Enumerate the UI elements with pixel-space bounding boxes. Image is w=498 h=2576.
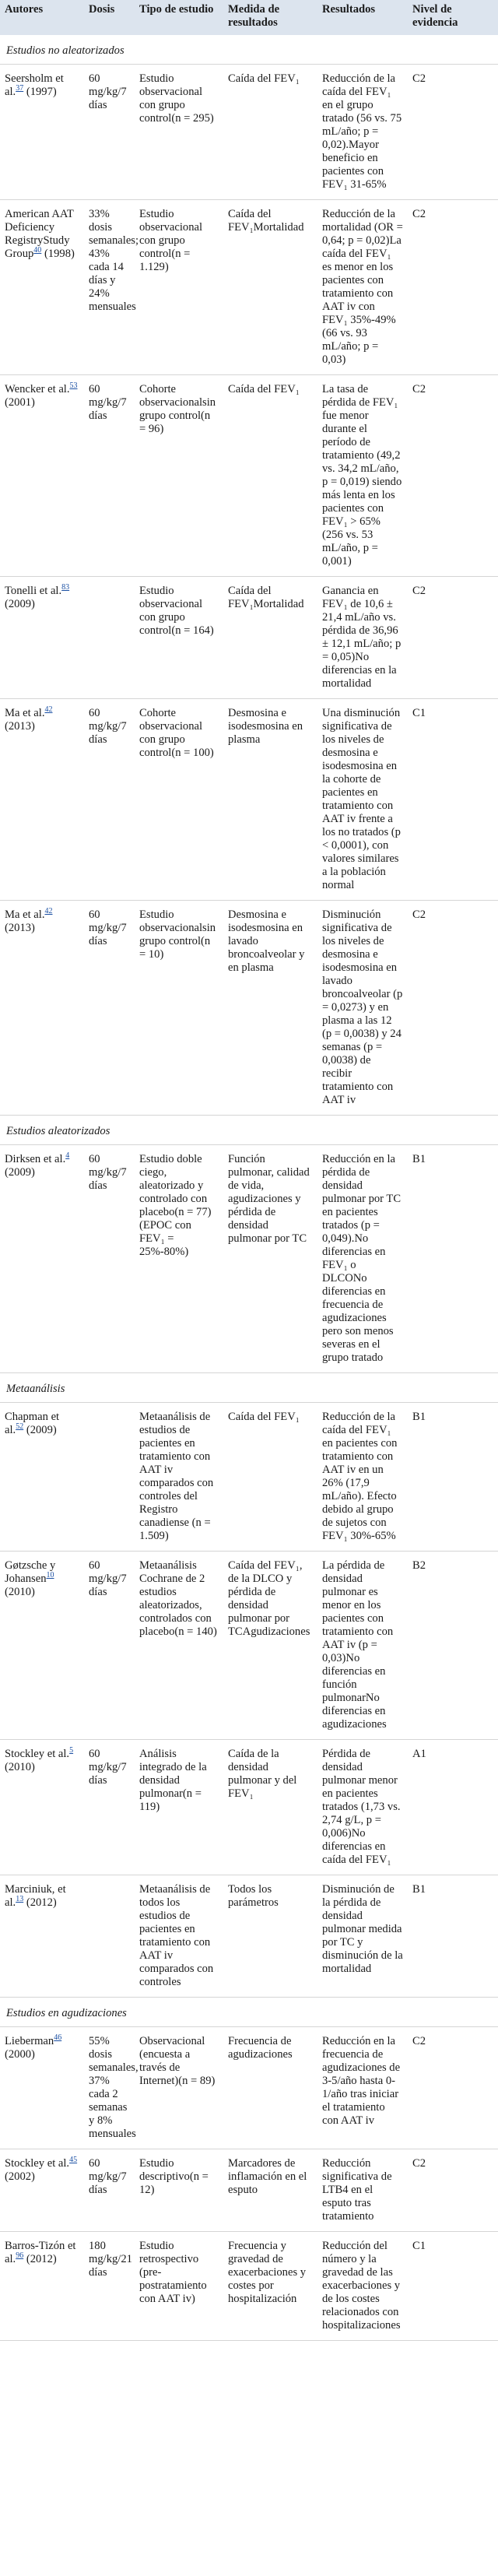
dose-cell: 60 mg/kg/7 días (84, 65, 135, 200)
header-results: Resultados (317, 0, 408, 35)
author-year: (2002) (5, 2170, 35, 2183)
author-cell (0, 2232, 84, 2341)
table-row (0, 1740, 498, 1875)
author-cell (0, 375, 84, 577)
reference-link[interactable]: 53 (69, 381, 78, 391)
evidence-cell: B2 (408, 1552, 498, 1740)
outcome-cell: Caída del FEV₁ (223, 65, 317, 200)
table-row (0, 1145, 498, 1373)
results-cell: Reducción de la mortalidad (OR = 0,64; p = 0,02)La caída del FEV₁ es menor en los pacientes con tratamiento con AAT iv con FEV₁ 35%-49% (66 vs. 93 mL/año; p = 0,03) (317, 200, 408, 375)
author-year: (1997) (23, 86, 57, 98)
results-cell: Reducción de la caída del FEV₁ en el grupo tratado (56 vs. 75 mL/año; p = 0,02).Mayor beneficio en pacientes con FEV₁ 31-65% (317, 65, 408, 200)
reference-link[interactable]: 52 (16, 1422, 24, 1432)
outcome-cell: Función pulmonar, calidad de vida, agudizaciones y pérdida de densidad pulmonar por TC (223, 1145, 317, 1373)
results-cell: Reducción del número y la gravedad de las exacerbaciones y de los costes relacionados con hospitalizaciones (317, 2232, 408, 2341)
dose-cell: 60 mg/kg/7 días (84, 1740, 135, 1875)
dose-cell (84, 577, 135, 699)
author-name: Lieberman (5, 2035, 54, 2047)
header-dose: Dosis (84, 0, 135, 35)
author-name: American AAT Deficiency RegistryStudy Group (5, 208, 74, 260)
author-cell (0, 901, 84, 1116)
dose-cell: 60 mg/kg/7 días (84, 901, 135, 1116)
results-cell: Disminución de la pérdida de densidad pulmonar medida por TC y disminución de la mortalidad (317, 1875, 408, 1998)
table-body (0, 35, 498, 2341)
author-year: (2010) (5, 1761, 35, 1773)
evidence-cell: C1 (408, 699, 498, 901)
table-row (0, 1875, 498, 1998)
outcome-cell: Caída del FEV₁Mortalidad (223, 577, 317, 699)
reference-link[interactable]: 42 (44, 705, 53, 715)
author-year: (2013) (5, 922, 35, 934)
outcome-cell: Caída del FEV₁, de la DLCO y pérdida de densidad pulmonar por TCAgudizaciones (223, 1552, 317, 1740)
reference-link[interactable]: 13 (16, 1895, 24, 1904)
author-name: Barros-Tizón et al. (5, 2240, 76, 2265)
outcome-cell: Marcadores de inflamación en el esputo (223, 2149, 317, 2232)
reference-link[interactable]: 40 (33, 246, 42, 255)
study-type-cell: Estudio observacionalsin grupo control(n = 10) (135, 901, 223, 1116)
table-row (0, 699, 498, 901)
outcome-cell: Caída del FEV₁ (223, 375, 317, 577)
header-authors: Autores (0, 0, 84, 35)
results-cell: Una disminución significativa de los niveles de desmosina e isodesmosina en la cohorte de pacientes en tratamiento con AAT iv frente a los no tratados (p < 0,0001), con valores similares a la población normal (317, 699, 408, 901)
evidence-cell: A1 (408, 1740, 498, 1875)
results-cell: Ganancia en FEV₁ de 10,6 ± 21,4 mL/año vs. pérdida de 36,96 ± 12,1 mL/año; p = 0,05)No diferencias en la mortalidad (317, 577, 408, 699)
author-cell (0, 65, 84, 200)
dose-cell: 60 mg/kg/7 días (84, 375, 135, 577)
author-name: Ma et al. (5, 908, 45, 921)
author-name: Chapman et al. (5, 1411, 60, 1436)
study-type-cell: Metaanálisis de estudios de pacientes en tratamiento con AAT iv comparados con controles del Registro canadiense (n = 1.509) (135, 1403, 223, 1552)
study-type-cell: Observacional (encuesta a través de Internet)(n = 89) (135, 2027, 223, 2149)
table-row (0, 2027, 498, 2149)
table-row (0, 2232, 498, 2341)
section-title: Metaanálisis (0, 1373, 498, 1403)
author-name: Wencker et al. (5, 383, 70, 395)
dose-cell: 60 mg/kg/7 días (84, 1145, 135, 1373)
author-year: (2000) (5, 2048, 35, 2061)
author-cell (0, 2027, 84, 2149)
section-title: Estudios aleatorizados (0, 1116, 498, 1145)
section-title: Estudios no aleatorizados (0, 35, 498, 65)
results-cell: Reducción en la frecuencia de agudizaciones de 3-5/año hasta 0-1/año tras iniciar el tratamiento con AAT iv (317, 2027, 408, 2149)
author-year: (2009) (5, 598, 35, 610)
author-year: (2009) (5, 1166, 35, 1179)
outcome-cell: Caída del FEV₁Mortalidad (223, 200, 317, 375)
author-cell (0, 1875, 84, 1998)
table-row (0, 1403, 498, 1552)
reference-link[interactable]: 10 (46, 1571, 54, 1580)
study-type-cell: Estudio descriptivo(n = 12) (135, 2149, 223, 2232)
outcome-cell: Desmosina e isodesmosina en lavado broncoalveolar y en plasma (223, 901, 317, 1116)
results-cell: Pérdida de densidad pulmonar menor en pacientes tratados (1,73 vs. 2,74 g/L, p = 0,006)No diferencias en caída del FEV₁ (317, 1740, 408, 1875)
author-year: (2010) (5, 1586, 35, 1598)
dose-cell: 33% dosis semanales; 43% cada 14 días y 24% mensuales (84, 200, 135, 375)
header-evidence: Nivel de evidencia (408, 0, 498, 35)
author-name: Stockley et al. (5, 1748, 70, 1760)
study-type-cell: Estudio observacional con grupo control(n = 295) (135, 65, 223, 200)
author-cell (0, 577, 84, 699)
reference-link[interactable]: 42 (44, 907, 53, 916)
evidence-cell: C2 (408, 375, 498, 577)
author-cell (0, 1740, 84, 1875)
author-name: Stockley et al. (5, 2157, 70, 2170)
table-header (0, 0, 498, 35)
study-type-cell: Cohorte observacional con grupo control(n = 100) (135, 699, 223, 901)
author-name: Tonelli et al. (5, 585, 62, 597)
results-cell: La pérdida de densidad pulmonar es menor en los pacientes con tratamiento con AAT iv (p = 0,03)No diferencias en función pulmonarNo diferencias en agudizaciones (317, 1552, 408, 1740)
evidence-cell: B1 (408, 1403, 498, 1552)
outcome-cell: Todos los parámetros (223, 1875, 317, 1998)
evidence-cell: C2 (408, 901, 498, 1116)
study-type-cell: Metaanálisis Cochrane de 2 estudios aleatorizados, controlados con placebo(n = 140) (135, 1552, 223, 1740)
table-row (0, 2149, 498, 2232)
study-type-cell: Estudio observacional con grupo control(n = 164) (135, 577, 223, 699)
study-type-cell: Metaanálisis de todos los estudios de pacientes en tratamiento con AAT iv comparados con controles (135, 1875, 223, 1998)
author-year: (2012) (23, 1896, 57, 1909)
dose-cell (84, 1875, 135, 1998)
outcome-cell: Caída de la densidad pulmonar y del FEV₁ (223, 1740, 317, 1875)
dose-cell (84, 1403, 135, 1552)
section-header (0, 1998, 498, 2027)
reference-link[interactable]: 37 (16, 84, 24, 93)
evidence-cell: B1 (408, 1875, 498, 1998)
dose-cell: 180 mg/kg/21 días (84, 2232, 135, 2341)
author-cell (0, 200, 84, 375)
evidence-cell: C2 (408, 200, 498, 375)
author-name: Ma et al. (5, 707, 45, 719)
author-cell (0, 1145, 84, 1373)
header-outcome: Medida de resultados (223, 0, 317, 35)
evidence-cell: C2 (408, 577, 498, 699)
table-row (0, 577, 498, 699)
table-row (0, 375, 498, 577)
author-name: Gøtzsche y Johansen (5, 1559, 56, 1585)
study-type-cell: Análisis integrado de la densidad pulmonar(n = 119) (135, 1740, 223, 1875)
study-type-cell: Cohorte observacionalsin grupo control(n = 96) (135, 375, 223, 577)
table-row (0, 200, 498, 375)
author-year: (1998) (41, 248, 75, 260)
outcome-cell: Caída del FEV₁ (223, 1403, 317, 1552)
table-row (0, 901, 498, 1116)
evidence-cell: C2 (408, 65, 498, 200)
section-title: Estudios en agudizaciones (0, 1998, 498, 2027)
evidence-cell: C1 (408, 2232, 498, 2341)
reference-link[interactable]: 4 (65, 1151, 70, 1161)
reference-link[interactable]: 96 (16, 2251, 24, 2261)
results-cell: Reducción de la caída del FEV₁ en pacientes con tratamiento con AAT iv en un 26% (17,9 mL/año). Efecto debido al grupo de sujetos con FEV₁ 30%-65% (317, 1403, 408, 1552)
table-row (0, 1552, 498, 1740)
reference-link[interactable]: 5 (69, 1746, 74, 1755)
evidence-cell: B1 (408, 1145, 498, 1373)
author-cell (0, 699, 84, 901)
dose-cell: 60 mg/kg/7 días (84, 2149, 135, 2232)
header-study-type: Tipo de estudio (135, 0, 223, 35)
author-year: (2013) (5, 720, 35, 733)
results-cell: Reducción en la pérdida de densidad pulmonar por TC en pacientes tratados (p = 0,049).No diferencias en FEV₁ o DLCONo diferencias en frecuencia de agudizaciones pero son menos severas en el grupo tratado (317, 1145, 408, 1373)
results-cell: La tasa de pérdida de FEV₁ fue menor durante el período de tratamiento (49,2 vs. 34,2 mL/año, p = 0,019) siendo más lenta en los pacientes con FEV₁ > 65% (256 vs. 53 mL/año, p = 0,001) (317, 375, 408, 577)
evidence-cell: C2 (408, 2027, 498, 2149)
outcome-cell: Desmosina e isodesmosina en plasma (223, 699, 317, 901)
section-header (0, 1373, 498, 1403)
reference-link[interactable]: 83 (61, 583, 70, 592)
dose-cell: 60 mg/kg/7 días (84, 699, 135, 901)
author-year: (2009) (23, 1424, 57, 1436)
author-name: Marciniuk, et al. (5, 1883, 66, 1909)
study-type-cell: Estudio retrospectivo (pre-postratamiento con AAT iv) (135, 2232, 223, 2341)
table-row (0, 65, 498, 200)
dose-cell: 60 mg/kg/7 días (84, 1552, 135, 1740)
author-cell (0, 1403, 84, 1552)
author-name: Dirksen et al. (5, 1153, 66, 1165)
section-header (0, 1116, 498, 1145)
outcome-cell: Frecuencia y gravedad de exacerbaciones y costes por hospitalización (223, 2232, 317, 2341)
section-header (0, 35, 498, 65)
author-cell (0, 1552, 84, 1740)
author-year: (2012) (23, 2253, 57, 2265)
dose-cell: 55% dosis semanales, 37% cada 2 semanas y 8% mensuales (84, 2027, 135, 2149)
results-cell: Disminución significativa de los niveles de desmosina e isodesmosina en lavado broncoalveolar (p = 0,0273) y en plasma a las 12 (p = 0,0038) y 24 semanas (p = 0,0038) de recibir tratamiento con AAT iv (317, 901, 408, 1116)
study-type-cell: Estudio doble ciego, aleatorizado y controlado con placebo(n = 77) (EPOC con FEV₁ = 25%-80%) (135, 1145, 223, 1373)
results-cell: Reducción significativa de LTB4 en el esputo tras tratamiento (317, 2149, 408, 2232)
reference-link[interactable]: 46 (54, 2033, 62, 2043)
study-type-cell: Estudio observacional con grupo control(n = 1.129) (135, 200, 223, 375)
author-name: Seersholm et al. (5, 72, 64, 98)
evidence-cell: C2 (408, 2149, 498, 2232)
author-cell (0, 2149, 84, 2232)
author-year: (2001) (5, 396, 35, 409)
reference-link[interactable]: 45 (69, 2156, 78, 2165)
outcome-cell: Frecuencia de agudizaciones (223, 2027, 317, 2149)
